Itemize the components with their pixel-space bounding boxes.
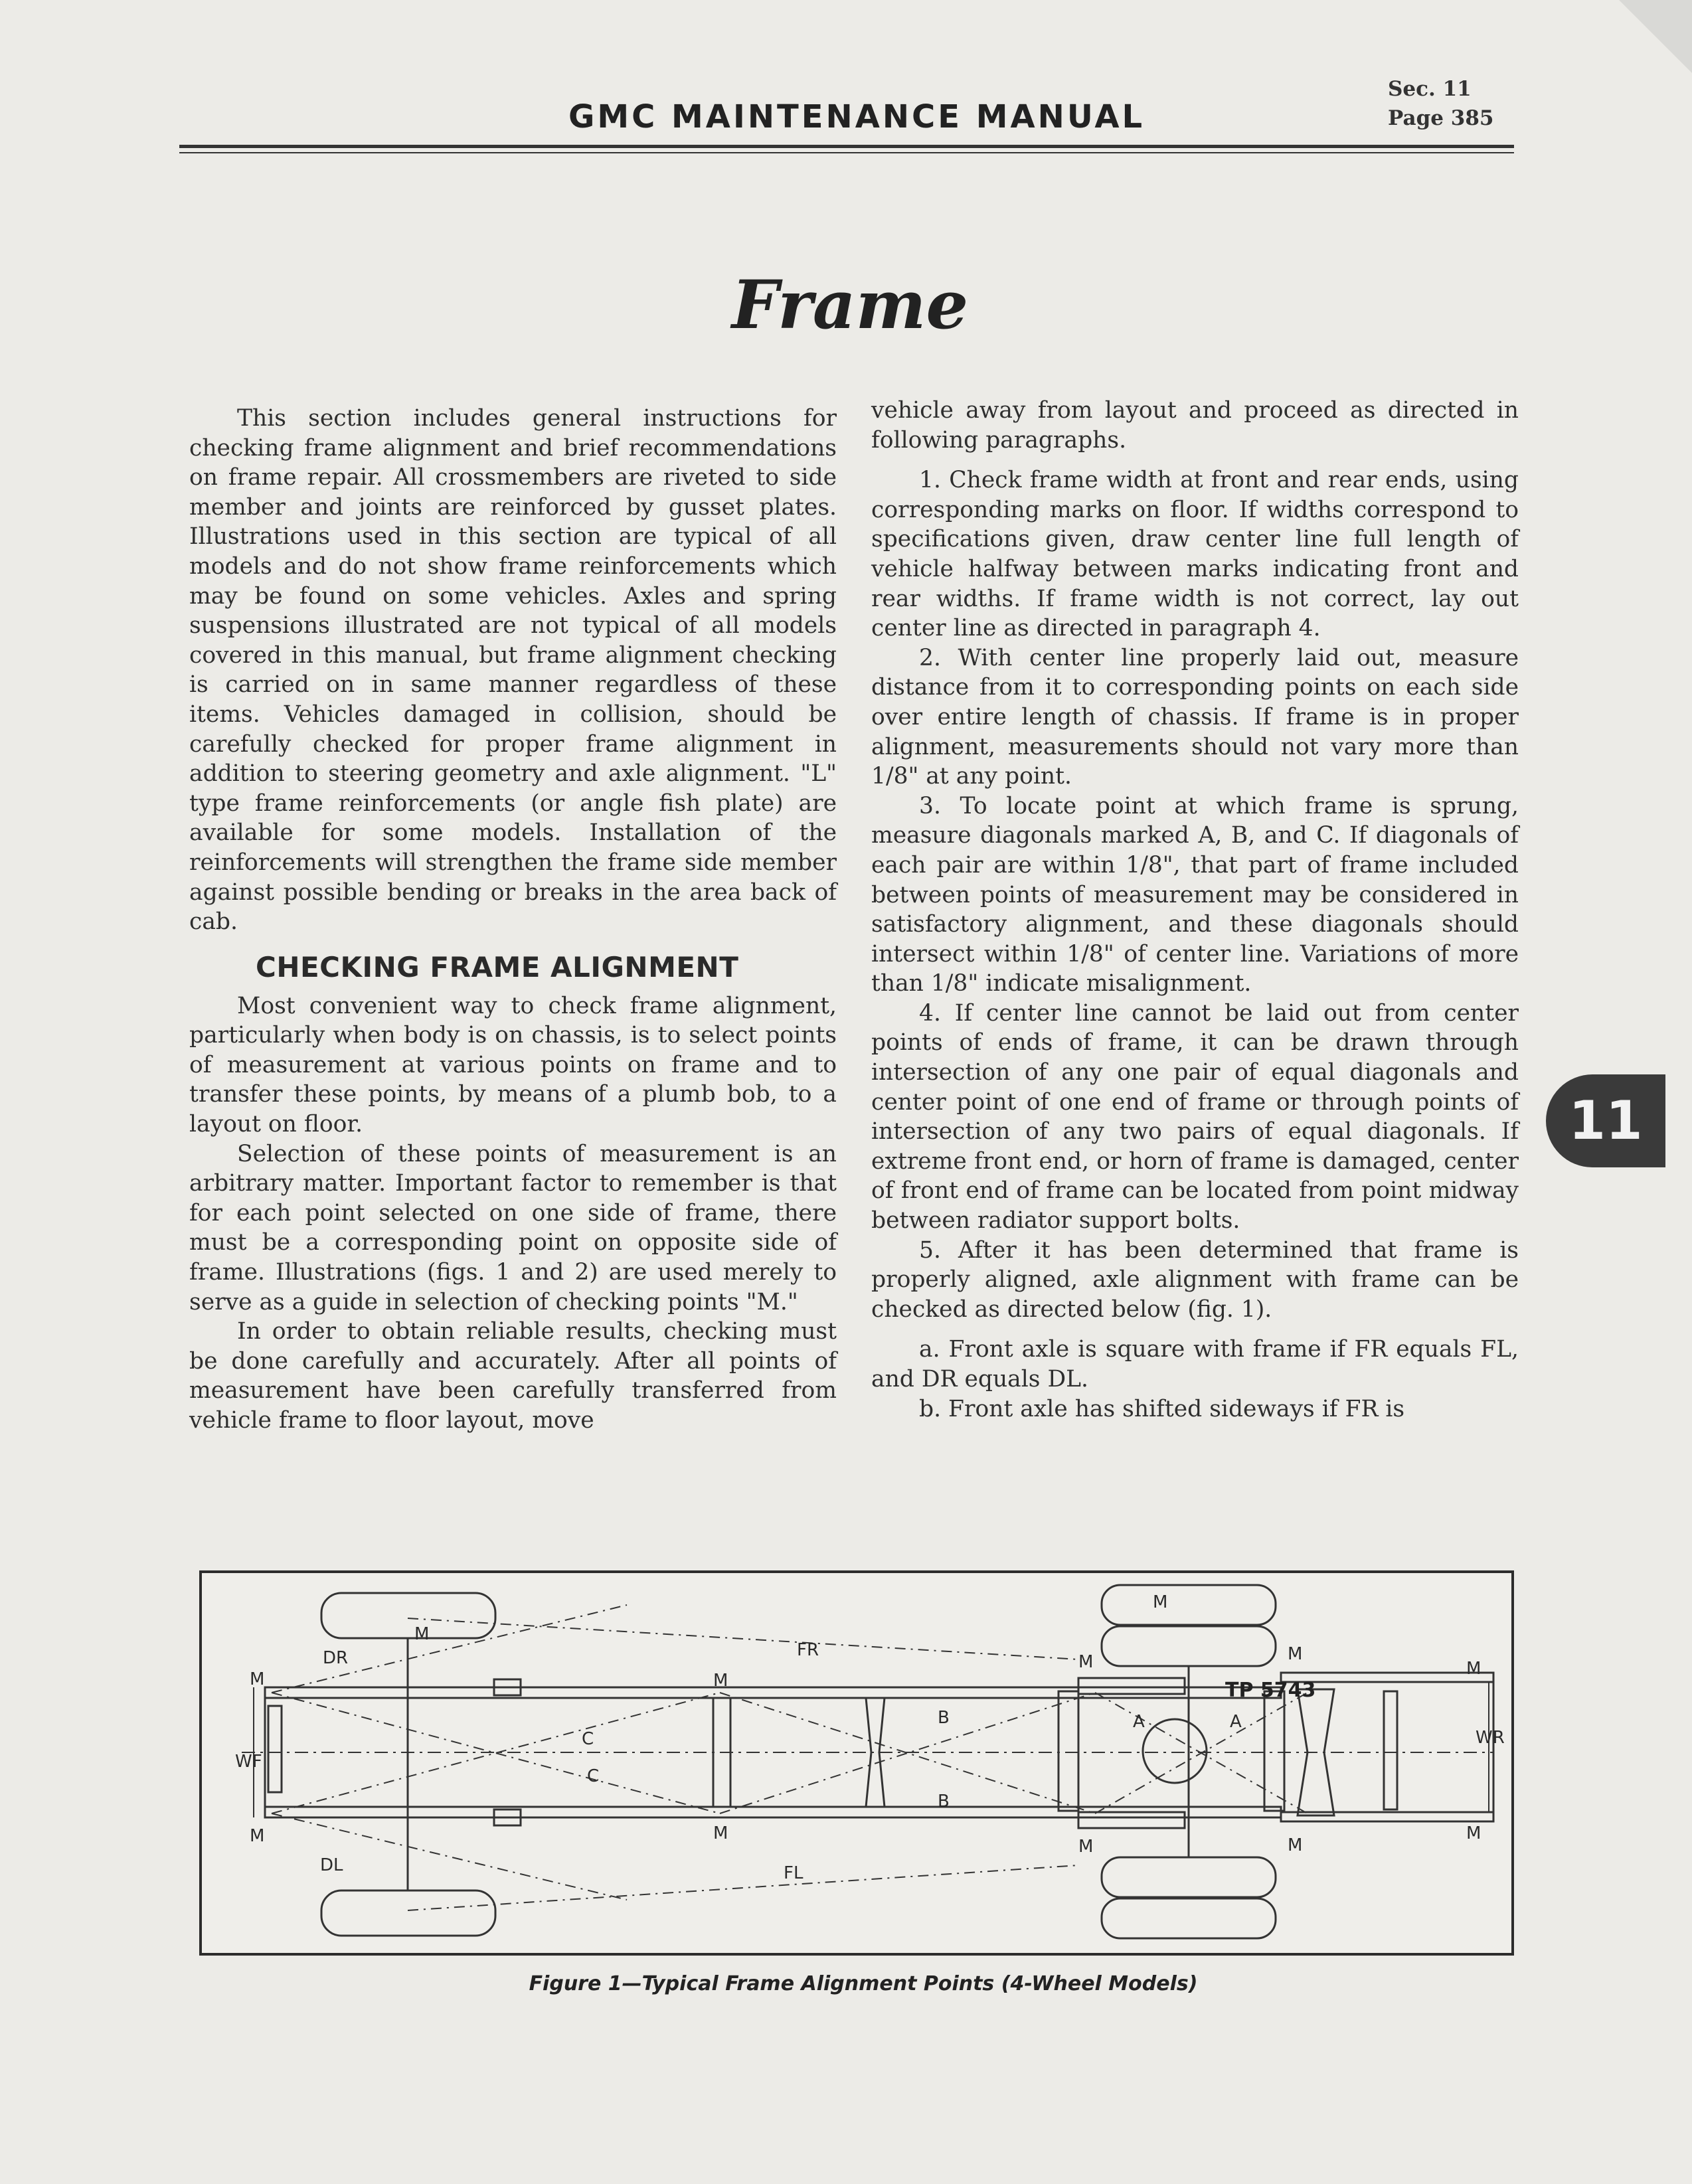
label-M: M xyxy=(1288,1835,1303,1855)
header-section-page xyxy=(1388,74,1507,133)
paragraph: Selection of these points of measurement is an arbitrary matter. Important factor to remember is that for each point selected on one side of frame, there must be a corresponding point on opposite side of frame. Illustrations (figs. 1 and 2) are used merely to serve as a guide in selection of checking points "M." xyxy=(189,1140,837,1315)
paragraph: vehicle away from layout and proceed as directed in following paragraphs. xyxy=(871,397,1519,454)
rear-spring-right xyxy=(1078,1678,1185,1694)
right-column xyxy=(871,396,1519,1424)
label-WF: WF xyxy=(235,1752,262,1772)
rear-spring-left xyxy=(1078,1812,1185,1828)
label-M: M xyxy=(713,1671,728,1691)
label-M: M xyxy=(250,1826,265,1846)
diagonal-FL xyxy=(408,1865,1078,1910)
figure-tp-number: TP 5743 xyxy=(1225,1679,1316,1702)
header-rule-thick xyxy=(179,145,1514,148)
paragraph: In order to obtain reliable results, checking must be done carefully and accurately. After all points of measurement have been carefully transferred from vehicle frame to floor layout, move xyxy=(189,1318,837,1434)
page-dog-ear xyxy=(1619,0,1692,73)
rear-frame-extension-left xyxy=(1281,1812,1493,1821)
paragraph: Most convenient way to check frame alignment, particularly when body is on chassis, is to select points of measurement at various points on frame and to transfer these points, by means of a plumb bob, to a layout on floor. xyxy=(189,992,837,1138)
label-M: M xyxy=(1466,1823,1481,1843)
crossmember-6 xyxy=(1384,1691,1397,1809)
rear-left-wheel-inner xyxy=(1102,1857,1276,1897)
label-A: A xyxy=(1133,1712,1145,1732)
crossmember-4 xyxy=(1264,1691,1284,1811)
label-FL: FL xyxy=(784,1863,804,1883)
label-A: A xyxy=(1230,1712,1242,1732)
header-section: Sec. 11 xyxy=(1388,77,1472,101)
numbered-item-5: 5. After it has been determined that frame is properly aligned, axle alignment with frame can be checked as directed below (fig. 1). xyxy=(871,1236,1519,1323)
numbered-item-2: 2. With center line properly laid out, measure distance from it to corresponding points on each side over entire length of chassis. If frame is in proper alignment, measurements should not vary more than 1/8" at any point. xyxy=(871,644,1519,790)
label-DL: DL xyxy=(320,1855,343,1875)
section-tab: 11 xyxy=(1546,1074,1665,1167)
rear-left-wheel-outer xyxy=(1102,1898,1276,1938)
label-M: M xyxy=(250,1669,265,1689)
label-M: M xyxy=(1466,1659,1481,1679)
rear-right-wheel-outer xyxy=(1102,1585,1276,1625)
numbered-item-3: 3. To locate point at which frame is sprung, measure diagonals marked A, B, and C. If diagonals of each pair are within 1/8", that part of frame included between points of measurement may be considered in satisfactory alignment, and these diagonals should intersect within 1/8" of center line. Variations of more than 1/8" indicate misalignment. xyxy=(871,792,1519,997)
label-DR: DR xyxy=(323,1648,349,1668)
crossmember-3 xyxy=(1058,1691,1078,1811)
chassis-diagram xyxy=(202,1573,1511,1953)
front-bumper-bracket xyxy=(268,1706,282,1792)
header-page-number: Page 385 xyxy=(1388,106,1494,130)
section-title: Frame xyxy=(731,266,969,344)
label-C: C xyxy=(587,1766,600,1786)
label-M: M xyxy=(1078,1837,1094,1857)
label-C: C xyxy=(582,1729,594,1749)
label-M: M xyxy=(1288,1644,1303,1664)
label-B: B xyxy=(938,1792,950,1811)
lettered-item-b: b. Front axle has shifted sideways if FR is xyxy=(919,1395,1405,1422)
frame-alignment-figure xyxy=(199,1570,1514,1956)
label-M: M xyxy=(713,1823,728,1843)
label-M: M xyxy=(1153,1592,1168,1612)
figure-caption: Figure 1—Typical Frame Alignment Points (4-Wheel Models) xyxy=(529,1972,1198,1995)
lettered-item-a: a. Front axle is square with frame if FR equals FL, and DR equals DL. xyxy=(871,1336,1519,1392)
front-left-wheel xyxy=(321,1890,495,1936)
label-M: M xyxy=(1078,1652,1094,1672)
diagonal-FR xyxy=(408,1618,1078,1659)
front-right-wheel xyxy=(321,1593,495,1638)
numbered-item-1: 1. Check frame width at front and rear ends, using corresponding marks on floor. If widths correspond to specifications given, draw center line full length of vehicle halfway between marks indicating front and rear widths. If frame width is not correct, lay out center line as directed in paragraph 4. xyxy=(871,467,1519,642)
frame-side-rail-right xyxy=(265,1687,1281,1698)
label-WR: WR xyxy=(1476,1728,1505,1748)
label-M: M xyxy=(414,1624,430,1644)
numbered-item-4: 4. If center line cannot be laid out from center points of ends of frame, it can be drawn through intersection of any one pair of equal diagonals and center point of one end of frame or through points of intersection of any two pairs of equal diagonals. If extreme front end, or horn of frame is damaged, center of front end of frame can be located from point midway between radiator support bolts. xyxy=(871,999,1519,1234)
intro-paragraph: This section includes general instructions for checking frame alignment and brief recommendations on frame repair. All crossmembers are riveted to side member and joints are reinforced by gusset plates. Illustrations used in this section are typical of all models and do not show frame reinforcements which may be found on some vehicles. Axles and spring suspensions illustrated are not typical of all models covered in this manual, but frame alignment checking is carried on in same manner regardless of these items. Vehicles damaged in collision, should be carefully checked for proper frame alignment in addition to steering geometry and axle alignment. "L" type frame reinforcements (or angle fish plate) are available for some models. Installation of the reinforcements will strengthen the frame side member against possible bending or breaks in the area back of cab. xyxy=(189,405,837,936)
rear-right-wheel-inner xyxy=(1102,1626,1276,1666)
label-FR: FR xyxy=(797,1640,819,1660)
left-column xyxy=(189,404,837,1436)
subheading-checking-frame-alignment: CHECKING FRAME ALIGNMENT xyxy=(256,950,739,983)
label-B: B xyxy=(938,1708,950,1728)
header-title: GMC MAINTENANCE MANUAL xyxy=(568,98,1145,135)
header-rule-thin xyxy=(179,152,1514,153)
